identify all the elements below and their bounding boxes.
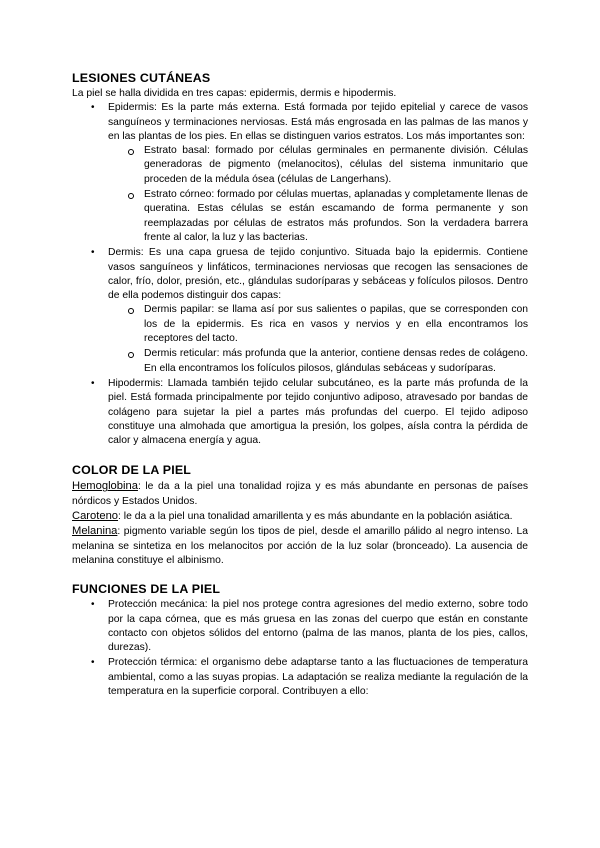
hemoglobina-text: : le da a la piel una tonalidad rojiza y es más abundante en personas de países nórdicos y Estados Unidos. [72,481,528,507]
list-item-hipodermis: • Hipodermis: Llamada también tejido celular subcutáneo, es la parte más profunda de la piel. Está formada principalmente por tejido conjuntivo adiposo, atravesado por bandas de colágeno para sujetar la piel a partes más profundas del cuerpo. El tejido adiposo constituye una almohada que amortigua la presión, los golpes, aísla contra la pérdida de calor y almacena energía y agua. [108,377,528,448]
paragraph-caroteno [72,509,528,524]
heading-lesiones-cutaneas: LESIONES CUTÁNEAS [72,71,211,85]
lesiones-intro: La piel se halla dividida en tres capas: epidermis, dermis e hipodermis. [72,88,397,99]
dermis-capas-list [108,303,528,375]
paragraph-hemoglobina [72,479,528,509]
estratos-list [108,144,528,245]
paragraph-melanina [72,524,528,568]
spacer [72,568,528,581]
melanina-text: : pigmento variable según los tipos de piel, desde el amarillo pálido al negro intenso. La melanina se sintetiza en los melanocitos por acción de la luz solar (bronceado). La ausencia de melanina constituye el albinismo. [72,526,528,566]
list-item-estrato-corneo: Estrato córneo: formado por células muertas, aplanadas y completamente llenas de queratina. Estas células se están escamando de forma permanente y son reemplazadas por células de estratos más profundos. Son la verdadera barrera frente al calor, la luz y las bacterias. [144,188,528,245]
list-item-epidermis [108,101,528,245]
spacer [72,449,528,462]
caroteno-text: : le da a la piel una tonalidad amarillenta y es más abundante en la población asiática. [118,511,513,523]
heading-color-de-la-piel: COLOR DE LA PIEL [72,463,192,478]
epidermis-text: Epidermis: Es la parte más externa. Está formada por tejido epitelial y carece de vasos sanguíneos y terminaciones nerviosas. Está más engrosada en las palmas de las manos y en las plantas de los pies. En ellas se distinguen varios estratos. Los más importantes son: [108,102,528,142]
capas-list [72,101,528,448]
section-funciones [72,581,528,699]
term-hemoglobina: Hemoglobina [72,480,138,493]
dermis-text: Dermis: Es una capa gruesa de tejido conjuntivo. Situada bajo la epidermis. Contiene vasos sanguíneos y linfáticos, terminaciones nerviosas que recogen las sensaciones de calor, frío, dolor, presión, etc., glándulas sudoríparas y sebáceas y folículos pilosos. Dentro de ella podemos distinguir dos capas: [108,247,528,302]
list-item-proteccion-mecanica: • Protección mecánica: la piel nos protege contra agresiones del medio externo, sobre todo por la capa córnea, que es más gruesa en las zonas del cuerpo que están en constante contacto con objetos sólidos del entorno (palma de las manos, planta de los pies, callos, durezas). [108,598,528,655]
list-item-dermis-papilar: Dermis papilar: se llama así por sus salientes o papilas, que se corresponden con los de la epidermis. Es rica en vasos y nervios y en ella encontramos los receptores del tacto. [144,303,528,346]
document-page [72,70,528,700]
term-melanina: Melanina [72,525,118,538]
section-color [72,462,528,568]
list-item-dermis-reticular: Dermis reticular: más profunda que la anterior, contiene densas redes de colágeno. En ella encontramos los folículos pilosos, glándulas sebáceas y sudoríparas. [144,347,528,376]
funciones-list [72,598,528,699]
list-item-estrato-basal: Estrato basal: formado por células germinales en permanente división. Células generadoras de pigmento (melanocitos), células del sistema inmunitario que proceden de la médula ósea (células de Langerhans). [144,144,528,187]
section-lesiones [72,70,528,448]
list-item-dermis [108,246,528,376]
list-item-proteccion-termica: • Protección térmica: el organismo debe adaptarse tanto a las fluctuaciones de temperatura ambiental, como a las suyas propias. La adaptación se realiza mediante la regulación de la temperatura en la superficie corporal. Contribuyen a ello: [108,656,528,699]
heading-funciones-de-la-piel: FUNCIONES DE LA PIEL [72,582,221,597]
term-caroteno: Caroteno [72,510,119,523]
